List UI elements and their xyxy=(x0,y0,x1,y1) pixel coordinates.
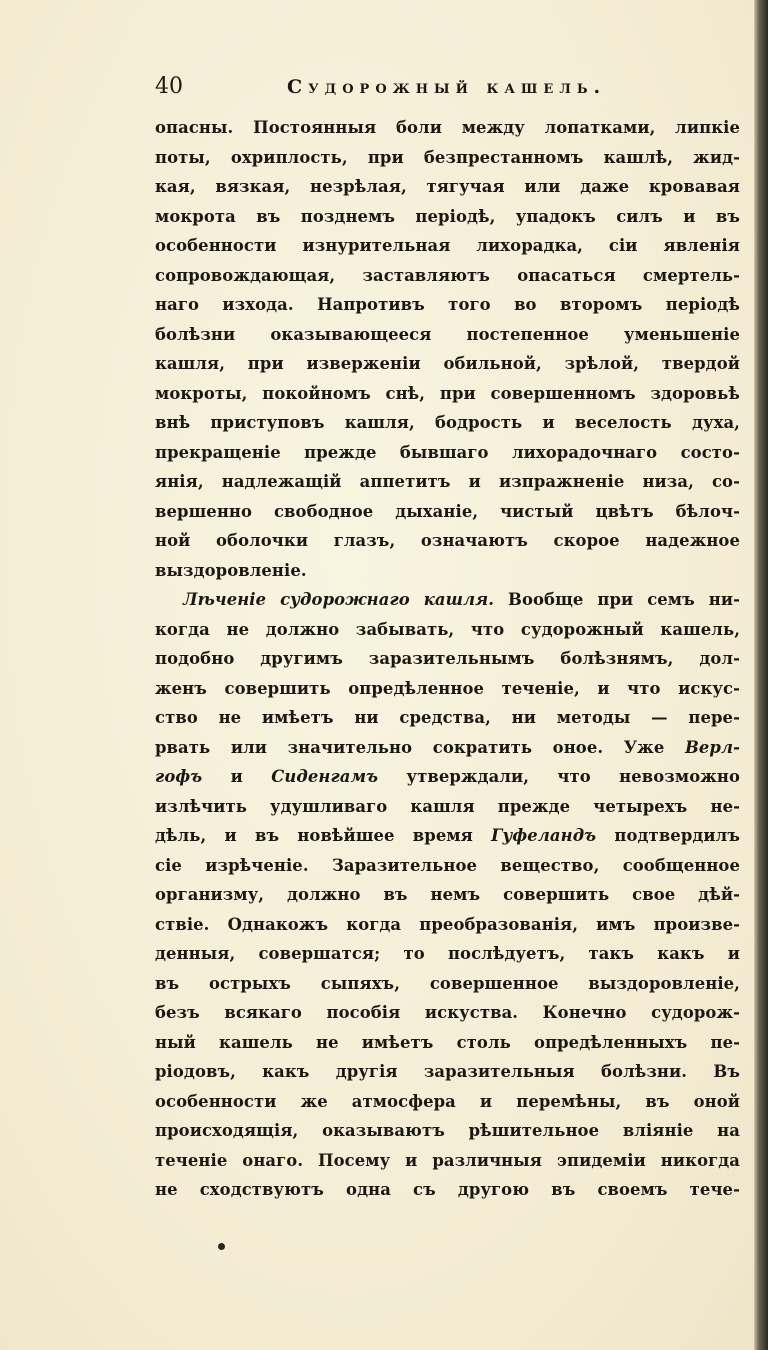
text-line xyxy=(155,821,740,851)
text-line: кая, вязкая, незрѣлая, тягучая или даже кровавая xyxy=(155,177,740,196)
text-line: теченіе онаго. Посему и различныя эпидеміи никогда xyxy=(155,1150,740,1170)
page-header xyxy=(155,74,740,106)
text-line: мокроты, покойномъ снѣ, при совершенномъ здоровьѣ xyxy=(155,383,740,403)
paragraph-heading-line xyxy=(155,585,740,615)
page-number: 40 xyxy=(155,74,183,99)
text-line: вершенно свободное дыханіе, чистый цвѣтъ бѣлоч- xyxy=(155,501,740,521)
text-line: опасны. Постоянныя боли между лопатками, липкіе xyxy=(155,118,740,137)
author-name: Сиденгамъ xyxy=(271,767,379,786)
text-line: денныя, совершатся; то послѣдуетъ, такъ какъ и xyxy=(155,944,740,963)
text-line: когда не должно забывать, что судорожный кашель, xyxy=(155,619,740,639)
text-line: ріодовъ, какъ другія заразительныя болѣзни. Въ xyxy=(155,1062,740,1081)
text-line: въ острыхъ сыпяхъ, совершенное выздоровленіе, xyxy=(155,973,740,993)
text-line: женъ совершить опредѣленное теченіе, и что искус- xyxy=(155,678,740,698)
text-line: болѣзни оказывающееся постепенное уменьшеніе xyxy=(155,324,740,344)
text-line: происходящія, оказываютъ рѣшительное вліяніе на xyxy=(155,1121,740,1140)
text-line: мокрота въ позднемъ періодѣ, упадокъ силъ и въ xyxy=(155,206,740,226)
text-line: ствіе. Однакожъ когда преобразованія, имъ произве- xyxy=(155,914,740,934)
text-line: подобно другимъ заразительнымъ болѣзнямъ, дол- xyxy=(155,649,740,668)
text-line xyxy=(155,762,740,792)
text-line: янія, надлежащій аппетитъ и изпражненіе низа, со- xyxy=(155,472,740,491)
text-span: утверждали, что невозможно xyxy=(378,767,741,786)
text-line: наго изхода. Напротивъ того во второмъ періодѣ xyxy=(155,295,740,314)
running-title: Судорожный кашель. xyxy=(287,76,607,98)
text-line xyxy=(155,733,740,763)
text-line: особенности же атмосфера и перемѣны, въ оной xyxy=(155,1091,740,1111)
main-text xyxy=(155,113,740,1205)
author-name: Гуфеландъ xyxy=(491,826,597,845)
text-line: ной оболочки глазъ, означаютъ скорое надежное xyxy=(155,531,740,550)
text-span: и xyxy=(202,767,272,786)
text-span: рвать или значительно сократить оное. Уже xyxy=(155,737,685,757)
text-span: подтвердилъ xyxy=(596,826,741,845)
page-edge xyxy=(754,0,768,1350)
author-name: Верл- xyxy=(684,737,740,757)
text-line: выздоровленіе. xyxy=(155,560,307,580)
text-line: поты, охриплость, при безпрестанномъ кашлѣ, жид- xyxy=(155,147,740,167)
text-span: Вообще при семъ ни- xyxy=(494,590,740,609)
text-line: сопровождающая, заставляютъ опасаться смертель- xyxy=(155,265,740,285)
text-line: особенности изнурительная лихорадка, сіи явленія xyxy=(155,236,740,255)
text-span: дѣль, и въ новѣйшее время xyxy=(155,826,492,845)
text-line: ный кашель не имѣетъ столь опредѣленныхъ пе- xyxy=(155,1032,740,1052)
text-line: ство не имѣетъ ни средства, ни методы — пере- xyxy=(155,708,740,727)
author-name: гофъ xyxy=(155,767,203,786)
text-line: прекращеніе прежде бывшаго лихорадочнаго состо- xyxy=(155,442,740,462)
ink-dot xyxy=(218,1243,225,1250)
section-heading: Лѣченіе судорожнаго кашля. xyxy=(183,590,495,609)
text-line: излѣчить удушливаго кашля прежде четырехъ не- xyxy=(155,796,740,816)
text-line: организму, должно въ немъ совершить свое дѣй- xyxy=(155,885,740,904)
text-line: кашля, при изверженіи обильной, зрѣлой, твердой xyxy=(155,354,740,373)
text-line: сіе изрѣченіе. Заразительное вещество, сообщенное xyxy=(155,855,740,875)
text-line: внѣ приступовъ кашля, бодрость и веселость духа, xyxy=(155,413,740,432)
text-line: не сходствуютъ одна съ другою въ своемъ тече- xyxy=(155,1180,740,1199)
text-line: безъ всякаго пособія искуства. Конечно судорож- xyxy=(155,1003,740,1022)
